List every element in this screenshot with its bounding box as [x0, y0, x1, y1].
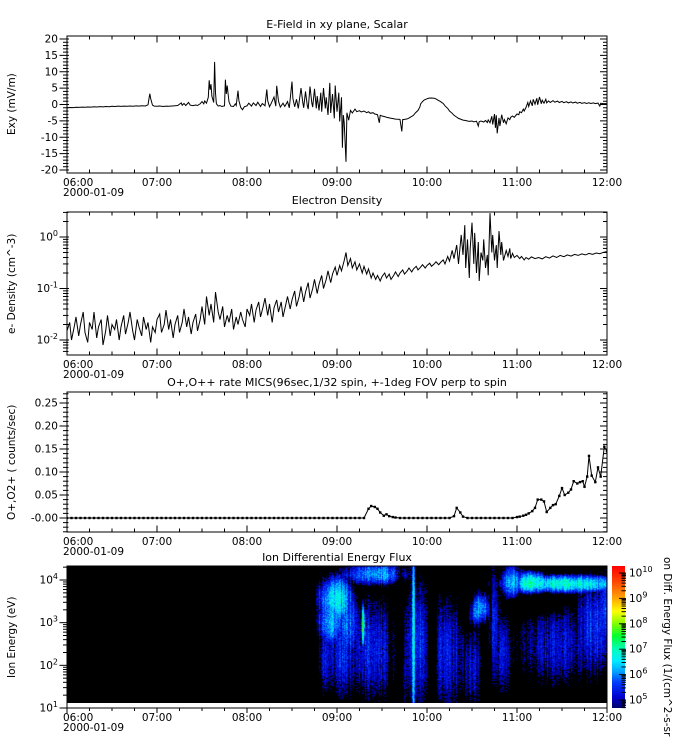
svg-text:06:00: 06:00: [63, 177, 94, 189]
svg-text:10: 10: [44, 66, 58, 79]
svg-text:-10: -10: [40, 131, 58, 144]
panel2-yaxis-label: e- Density (cm^-3): [6, 233, 18, 334]
svg-text:15: 15: [44, 49, 58, 62]
svg-text:100: $10^0$: [39, 229, 58, 244]
svg-text:104: $10^4$: [39, 572, 58, 587]
svg-text:107: $10^7$: [629, 641, 648, 656]
svg-text:105: $10^5$: [629, 692, 648, 707]
svg-text:07:00: 07:00: [141, 712, 173, 724]
svg-text:2000-01-09: 2000-01-09: [63, 369, 125, 381]
panel4-title: Ion Differential Energy Flux: [262, 551, 412, 564]
svg-text:12:00: 12:00: [591, 712, 623, 724]
svg-text:0.20: 0.20: [34, 420, 58, 433]
panel3-title: O+,O++ rate MICS(96sec,1/32 spin, +-1deg FOV perp to spin: [167, 376, 507, 389]
svg-text:07:00: 07:00: [141, 177, 173, 189]
svg-text:0: 0: [51, 99, 58, 111]
svg-text:09:00: 09:00: [321, 177, 353, 189]
svg-text:11:00: 11:00: [501, 177, 533, 189]
panel1-title: E-Field in xy plane, Scalar: [266, 18, 408, 31]
svg-text:11:00: 11:00: [501, 712, 533, 724]
svg-text:11:00: 11:00: [501, 359, 533, 371]
svg-text:108: $10^8$: [629, 615, 648, 631]
svg-text:07:00: 07:00: [141, 536, 173, 548]
svg-text:0.10: 0.10: [34, 466, 58, 479]
svg-text:09:00: 09:00: [321, 712, 353, 724]
svg-text:08:00: 08:00: [231, 359, 263, 371]
svg-text:20: 20: [44, 33, 58, 46]
svg-text:11:00: 11:00: [501, 536, 533, 548]
svg-text:10:00: 10:00: [411, 712, 443, 724]
svg-text:1010: $10^{10}$: [629, 565, 653, 580]
colorbar-label: on Diff. Energy Flux (1/(cm^2-s-sr: [661, 557, 673, 737]
svg-text:09:00: 09:00: [321, 359, 353, 371]
svg-text:12:00: 12:00: [591, 536, 623, 548]
panel2-title: Electron Density: [291, 194, 383, 207]
svg-text:06:00: 06:00: [63, 359, 94, 371]
svg-text:10:00: 10:00: [411, 359, 443, 371]
svg-text:10-1: $10^{-1}$: [36, 280, 58, 295]
svg-text:06:00: 06:00: [63, 536, 94, 548]
svg-text:2000-01-09: 2000-01-09: [63, 722, 125, 734]
svg-text:08:00: 08:00: [231, 536, 263, 548]
svg-text:-5: -5: [47, 115, 58, 128]
svg-text:2000-01-09: 2000-01-09: [63, 187, 125, 199]
svg-text:2000-01-09: 2000-01-09: [63, 546, 125, 558]
svg-text:106: $10^6$: [629, 666, 648, 682]
svg-text:-15: -15: [40, 148, 58, 161]
panel4-yaxis-label: Ion Energy (eV): [6, 596, 18, 678]
svg-text:0.15: 0.15: [34, 443, 58, 456]
svg-text:10:00: 10:00: [411, 536, 443, 548]
svg-text:12:00: 12:00: [591, 359, 623, 371]
svg-text:101: $10^1$: [39, 700, 58, 715]
panel1-yaxis-label: Exy (mV/m): [6, 73, 18, 136]
svg-text:0.05: 0.05: [34, 489, 58, 502]
svg-text:07:00: 07:00: [141, 359, 173, 371]
svg-text:102: $10^2$: [39, 657, 58, 672]
svg-text:08:00: 08:00: [231, 177, 263, 189]
svg-text:0.25: 0.25: [34, 397, 58, 410]
svg-text:12:00: 12:00: [591, 177, 623, 189]
svg-text:-20: -20: [40, 164, 58, 177]
svg-text:109: $10^9$: [629, 590, 648, 605]
svg-text:10-2: $10^{-2}$: [36, 332, 58, 347]
panel3-yaxis-label: O+,O2+ ( counts/sec): [6, 404, 18, 520]
svg-text:09:00: 09:00: [321, 536, 353, 548]
svg-text:06:00: 06:00: [63, 712, 94, 724]
svg-text:5: 5: [51, 82, 58, 95]
svg-text:103: $10^3$: [39, 614, 58, 630]
svg-text:-0.00: -0.00: [30, 512, 58, 525]
svg-text:08:00: 08:00: [231, 712, 263, 724]
svg-text:10:00: 10:00: [411, 177, 443, 189]
